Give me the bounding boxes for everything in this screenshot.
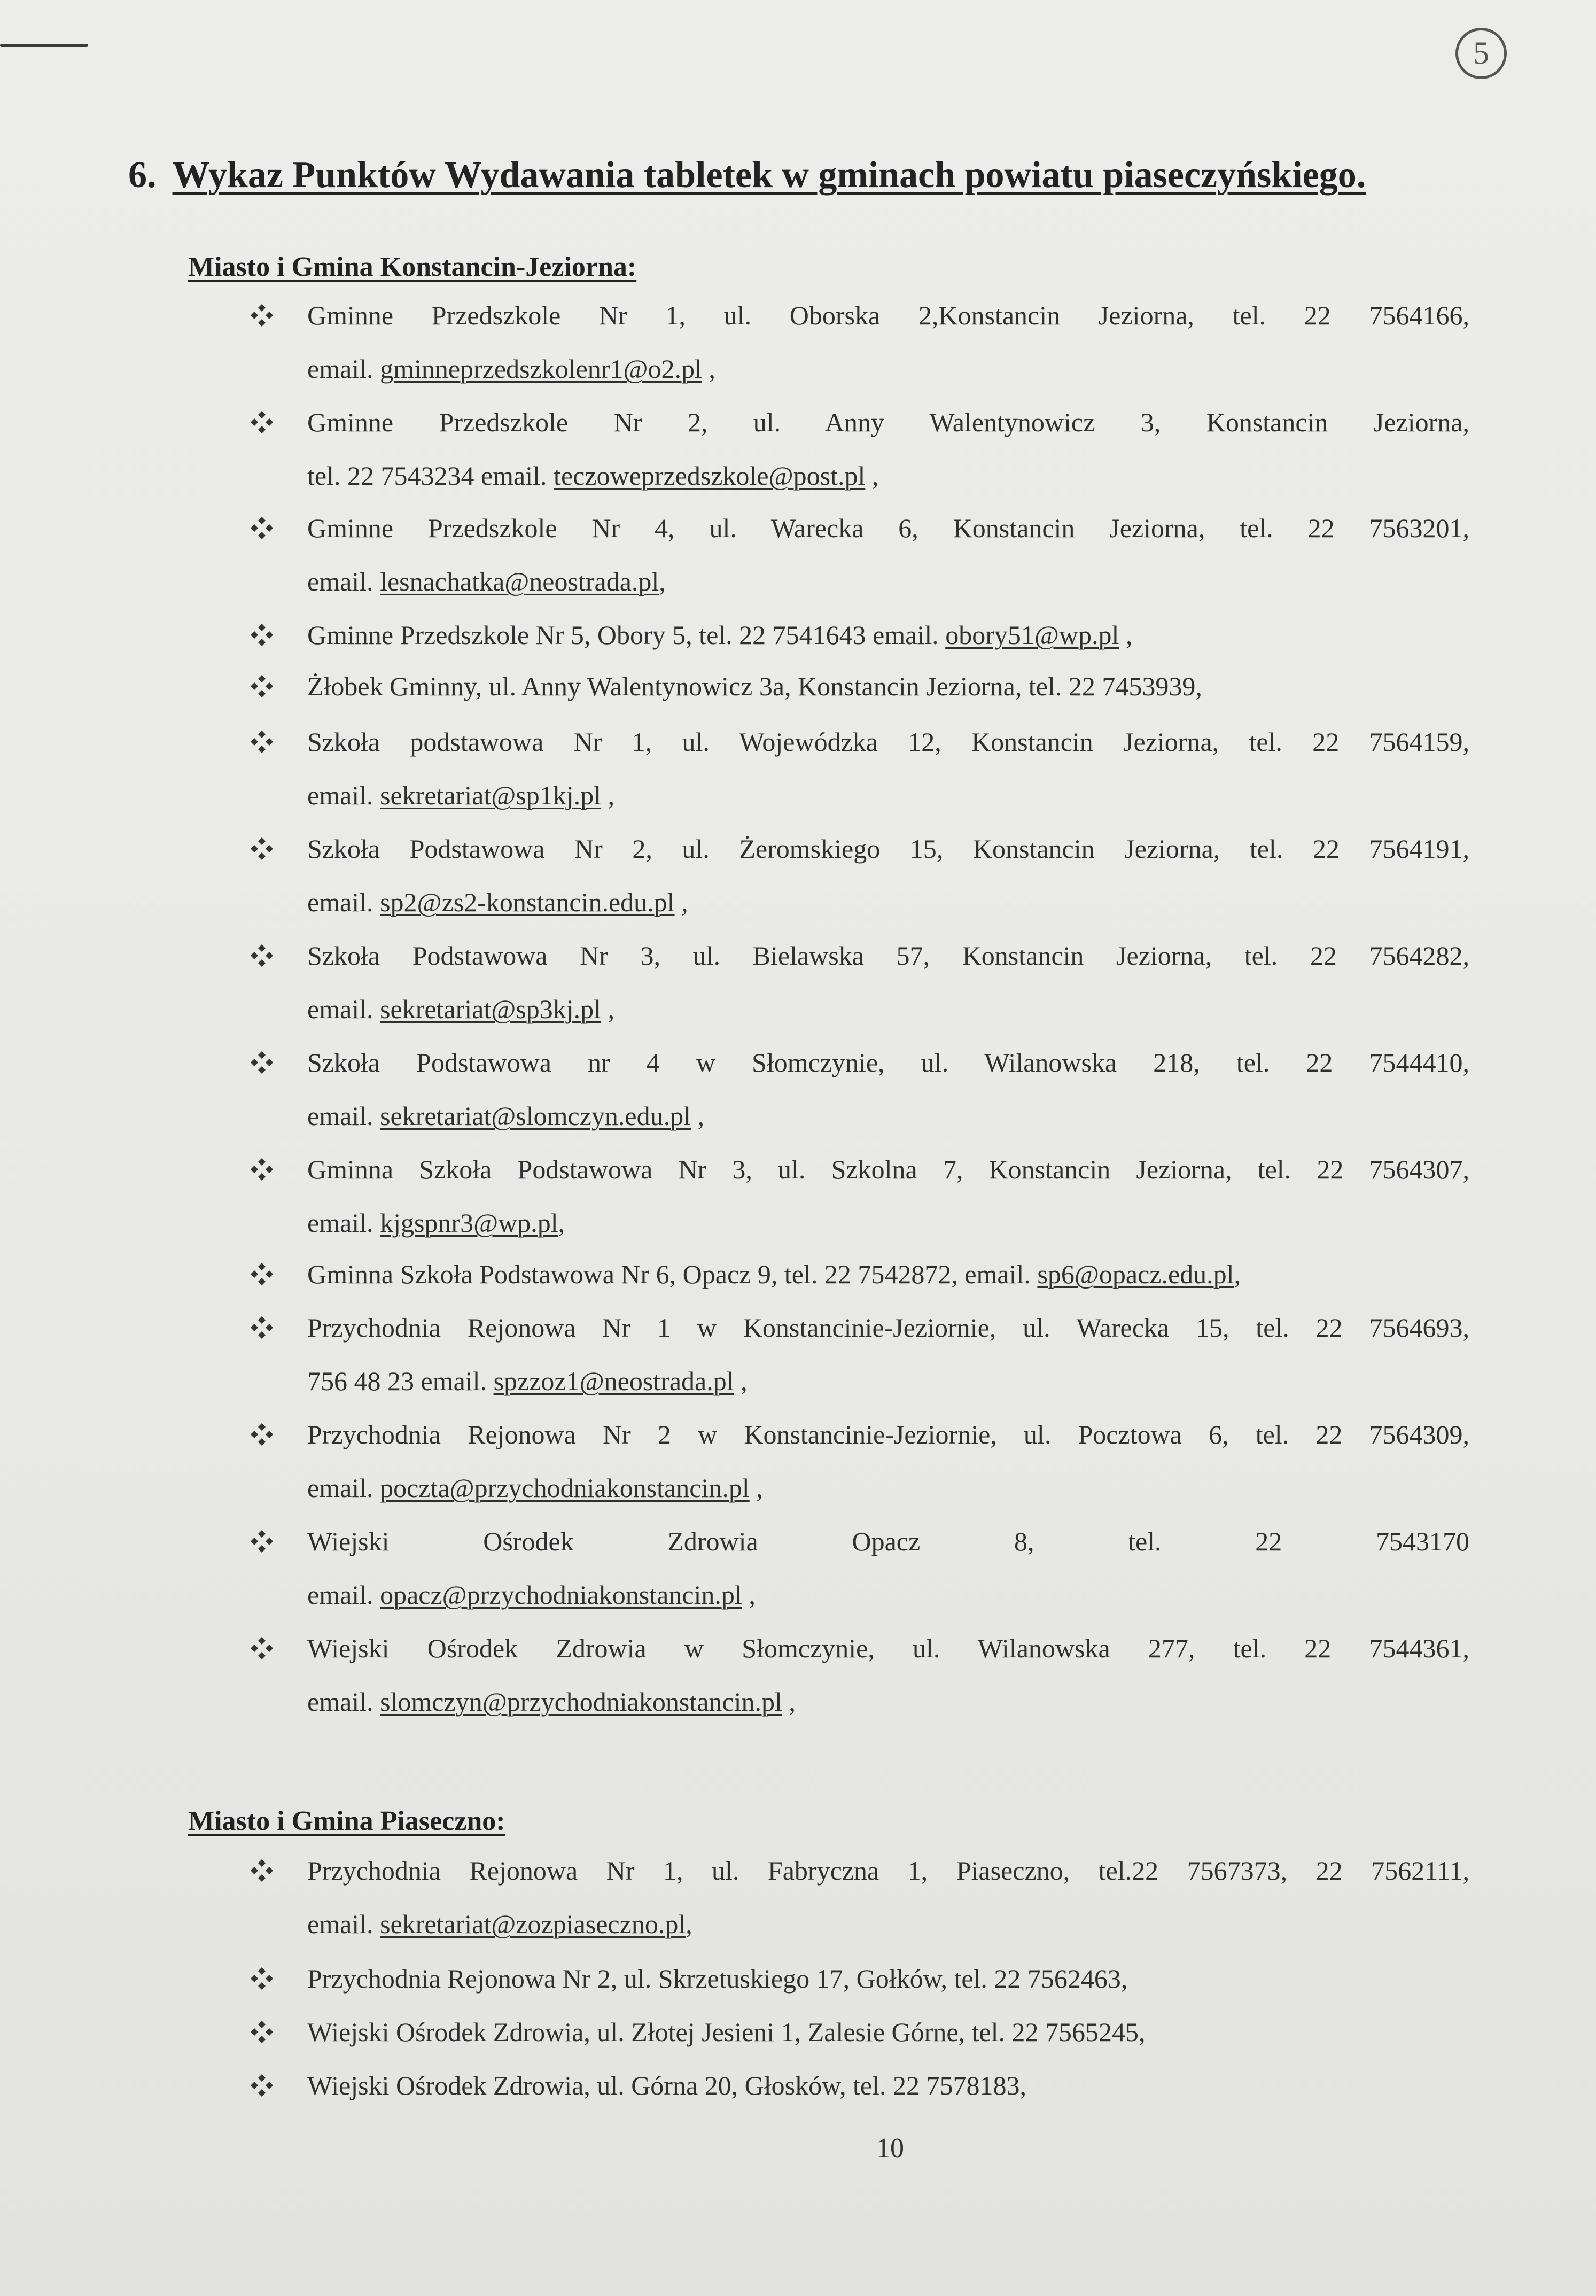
diamond-bullet-icon	[250, 730, 274, 754]
item-text: ,	[691, 1101, 705, 1131]
diamond-bullet-icon	[250, 1316, 274, 1339]
item-text: Wiejski Ośrodek Zdrowia w Słomczynie, ul. Wilanowska 277, tel. 22 7544361,	[307, 1633, 1469, 1663]
item-text: Gminna Szkoła Podstawowa Nr 6, Opacz 9, tel. 22 7542872, email.	[307, 1259, 1038, 1289]
item-line	[307, 2016, 1469, 2048]
item-text: Szkoła podstawowa Nr 1, ul. Wojewódzka 12, Konstancin Jeziorna, tel. 22 7564159,	[307, 727, 1469, 757]
item-line-continuation	[307, 1686, 1469, 1718]
item-text: Szkoła Podstawowa nr 4 w Słomczynie, ul. Wilanowska 218, tel. 22 7544410,	[307, 1048, 1469, 1077]
email-link[interactable]: obory51@wp.pl	[945, 620, 1119, 650]
item-line	[307, 726, 1469, 758]
diamond-bullet-icon	[250, 1859, 274, 1882]
diamond-bullet-icon	[250, 944, 274, 967]
item-line-continuation	[307, 779, 1469, 811]
item-text: email.	[307, 354, 380, 384]
email-link[interactable]: kjgspnr3@wp.pl	[380, 1208, 558, 1238]
item-text: email.	[307, 1473, 380, 1503]
item-line	[307, 940, 1469, 972]
diamond-bullet-icon	[250, 1636, 274, 1660]
email-link[interactable]: sekretariat@sp3kj.pl	[380, 994, 602, 1024]
item-line	[307, 1312, 1469, 1344]
item-line-continuation	[307, 1207, 1469, 1239]
diamond-bullet-icon	[250, 837, 274, 860]
item-line	[307, 1153, 1469, 1185]
item-text: Gminne Przedszkole Nr 1, ul. Oborska 2,Konstancin Jeziorna, tel. 22 7564166,	[307, 300, 1469, 330]
item-line-continuation	[307, 1908, 1469, 1940]
diamond-bullet-icon	[250, 304, 274, 327]
item-line	[307, 1963, 1469, 1995]
item-text: email.	[307, 1208, 380, 1238]
diamond-bullet-icon	[250, 674, 274, 698]
diamond-bullet-icon	[250, 1051, 274, 1074]
item-line	[307, 1046, 1469, 1079]
diamond-bullet-icon	[250, 623, 274, 647]
heading-number: 6.	[128, 154, 157, 196]
item-line-continuation	[307, 1100, 1469, 1132]
item-text: Szkoła Podstawowa Nr 2, ul. Żeromskiego 15, Konstancin Jeziorna, tel. 22 7564191,	[307, 834, 1469, 864]
diamond-bullet-icon	[250, 1967, 274, 1990]
item-text: Przychodnia Rejonowa Nr 1 w Konstancinie-Jeziornie, ul. Warecka 15, tel. 22 7564693,	[307, 1313, 1469, 1343]
item-line	[307, 512, 1469, 544]
item-line	[307, 299, 1469, 331]
item-text: Gminne Przedszkole Nr 5, Obory 5, tel. 22 7541643 email.	[307, 620, 946, 650]
email-link[interactable]: sekretariat@sp1kj.pl	[380, 780, 602, 810]
item-text: ,	[686, 1909, 692, 1939]
item-text: Przychodnia Rejonowa Nr 1, ul. Fabryczna 1, Piaseczno, tel.22 7567373, 22 7562111,	[307, 1856, 1469, 1886]
email-link[interactable]: teczoweprzedszkole@post.pl	[554, 461, 866, 491]
item-text: email.	[307, 994, 380, 1024]
item-line-continuation	[307, 993, 1469, 1025]
item-text: email.	[307, 1101, 380, 1131]
diamond-bullet-icon	[250, 1530, 274, 1553]
item-line	[307, 670, 1469, 702]
diamond-bullet-icon	[250, 2074, 274, 2097]
item-text: email.	[307, 1580, 380, 1610]
item-text: ,	[659, 567, 666, 596]
email-link[interactable]: lesnachatka@neostrada.pl	[380, 567, 659, 596]
item-line-continuation	[307, 353, 1469, 385]
email-link[interactable]: slomczyn@przychodniakonstancin.pl	[380, 1687, 782, 1717]
email-link[interactable]: poczta@przychodniakonstancin.pl	[380, 1473, 750, 1503]
heading-title: Wykaz Punktów Wydawania tabletek w gminach powiatu piaseczyńskiego.	[172, 154, 1366, 196]
item-line	[307, 1258, 1469, 1290]
item-line-continuation	[307, 1472, 1469, 1504]
item-text: Wiejski Ośrodek Zdrowia, ul. Złotej Jesieni 1, Zalesie Górne, tel. 22 7565245,	[307, 2017, 1146, 2047]
item-text: ,	[1119, 620, 1133, 650]
item-line-continuation	[307, 565, 1469, 598]
item-text: ,	[674, 887, 688, 917]
section-heading	[128, 154, 1464, 197]
email-link[interactable]: sp2@zs2-konstancin.edu.pl	[380, 887, 675, 917]
item-text: Przychodnia Rejonowa Nr 2, ul. Skrzetuskiego 17, Gołków, tel. 22 7562463,	[307, 1964, 1128, 1994]
item-text: Wiejski Ośrodek Zdrowia Opacz 8, tel. 22 7543170	[307, 1526, 1469, 1556]
item-text: email.	[307, 780, 380, 810]
item-text: Wiejski Ośrodek Zdrowia, ul. Górna 20, Głosków, tel. 22 7578183,	[307, 2070, 1026, 2100]
item-line	[307, 406, 1469, 438]
item-text: ,	[865, 461, 879, 491]
item-text: ,	[782, 1687, 796, 1717]
diamond-bullet-icon	[250, 410, 274, 434]
item-text: email.	[307, 567, 380, 596]
item-line	[307, 2069, 1469, 2101]
item-text: ,	[1234, 1259, 1241, 1289]
item-text: email.	[307, 1909, 380, 1939]
item-text: ,	[749, 1473, 763, 1503]
email-link[interactable]: sekretariat@zozpiaseczno.pl	[380, 1909, 686, 1939]
section-title: Miasto i Gmina Konstancin-Jeziorna:	[188, 252, 637, 282]
item-text: ,	[601, 780, 615, 810]
item-line	[307, 619, 1469, 651]
item-line-continuation	[307, 1365, 1469, 1397]
item-text: ,	[558, 1208, 565, 1238]
item-text: Żłobek Gminny, ul. Anny Walentynowicz 3a, Konstancin Jeziorna, tel. 22 7453939,	[307, 671, 1202, 701]
email-link[interactable]: opacz@przychodniakonstancin.pl	[380, 1580, 742, 1610]
diamond-bullet-icon	[250, 516, 274, 540]
email-link[interactable]: spzzoz1@neostrada.pl	[493, 1366, 734, 1396]
diamond-bullet-icon	[250, 1262, 274, 1286]
item-text: ,	[734, 1366, 748, 1396]
item-text: ,	[742, 1580, 756, 1610]
email-link[interactable]: sp6@opacz.edu.pl	[1037, 1259, 1234, 1289]
diamond-bullet-icon	[250, 2020, 274, 2044]
item-text: Gminne Przedszkole Nr 2, ul. Anny Walentynowicz 3, Konstancin Jeziorna,	[307, 407, 1469, 437]
item-line	[307, 1855, 1469, 1887]
item-line-continuation	[307, 460, 1469, 492]
item-text: tel. 22 7543234 email.	[307, 461, 554, 491]
item-text: ,	[601, 994, 615, 1024]
item-text: email.	[307, 887, 380, 917]
item-text: email.	[307, 1687, 380, 1717]
diamond-bullet-icon	[250, 1423, 274, 1446]
item-line	[307, 1525, 1469, 1557]
item-text: Szkoła Podstawowa Nr 3, ul. Bielawska 57, Konstancin Jeziorna, tel. 22 7564282,	[307, 941, 1469, 971]
item-line-continuation	[307, 886, 1469, 918]
item-text: Gminne Przedszkole Nr 4, ul. Warecka 6, Konstancin Jeziorna, tel. 22 7563201,	[307, 513, 1469, 543]
item-line-continuation	[307, 1579, 1469, 1611]
item-line	[307, 833, 1469, 865]
scan-edge-mark	[0, 44, 88, 47]
diamond-bullet-icon	[250, 1158, 274, 1181]
item-line	[307, 1418, 1469, 1450]
item-text: Przychodnia Rejonowa Nr 2 w Konstancinie-Jeziornie, ul. Pocztowa 6, tel. 22 7564309,	[307, 1420, 1469, 1449]
item-text: Gminna Szkoła Podstawowa Nr 3, ul. Szkolna 7, Konstancin Jeziorna, tel. 22 7564307,	[307, 1154, 1469, 1184]
page-marker-circle: 5	[1455, 28, 1507, 79]
email-link[interactable]: sekretariat@slomczyn.edu.pl	[380, 1101, 691, 1131]
item-line	[307, 1632, 1469, 1664]
page-number: 10	[876, 2133, 904, 2163]
section-title: Miasto i Gmina Piaseczno:	[188, 1806, 505, 1836]
email-link[interactable]: gminneprzedszkolenr1@o2.pl	[380, 354, 702, 384]
item-text: ,	[702, 354, 715, 384]
item-text: 756 48 23 email.	[307, 1366, 494, 1396]
